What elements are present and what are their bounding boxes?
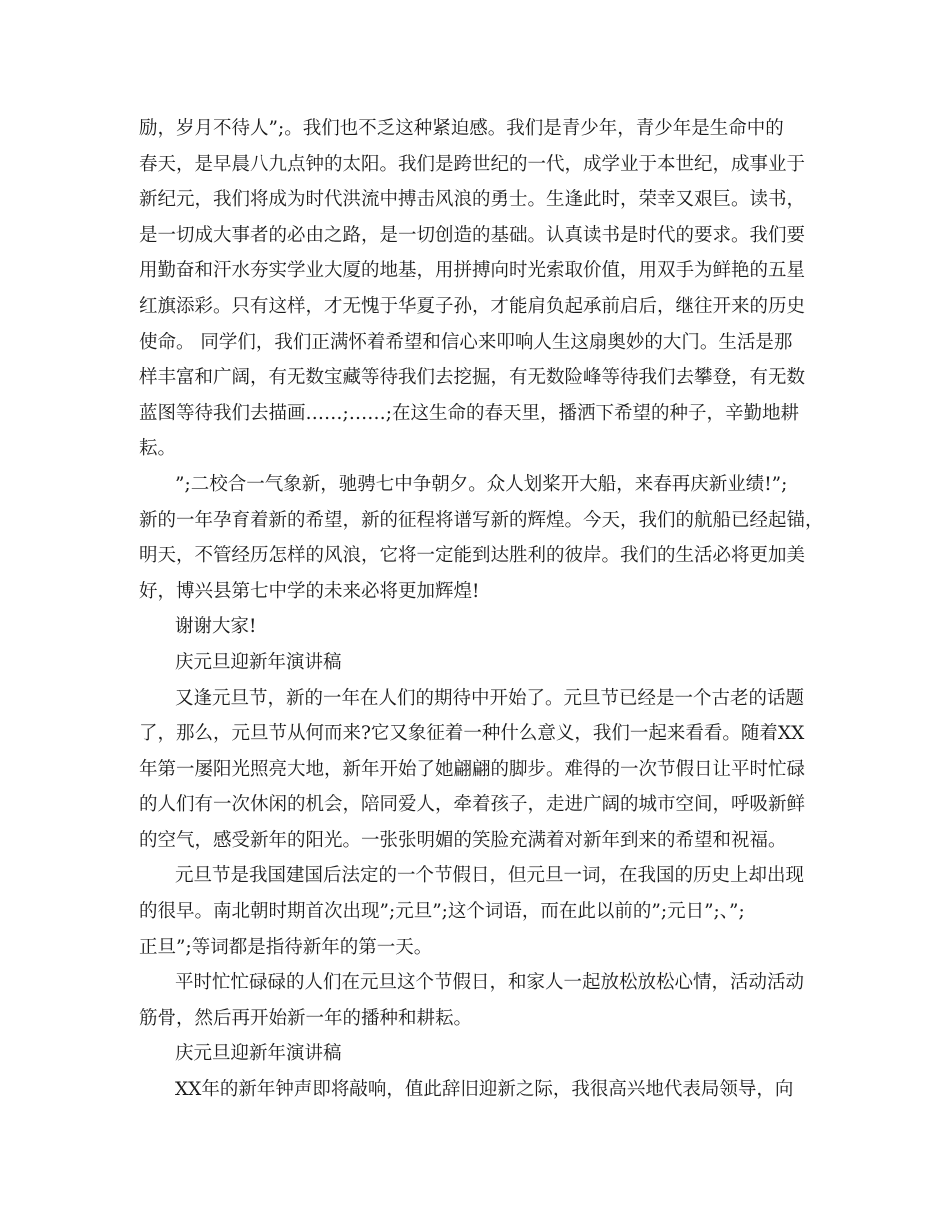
text-line: 庆元旦迎新年演讲稿 [175, 1043, 342, 1065]
text-line: 筋骨，然后再开始新一年的播种和耕耘。 [139, 1007, 473, 1029]
text-line: 耘。 [139, 438, 177, 460]
text-line: 明天，不管经历怎样的风浪，它将一定能到达胜利的彼岸。我们的生活必将更加美 [139, 545, 806, 567]
document-body [139, 111, 829, 1108]
text-line: 谢谢大家! [175, 616, 257, 638]
text-line: 新纪元，我们将成为时代洪流中搏击风浪的勇士。生逢此时，荣幸又艰巨。读书， [139, 189, 806, 211]
text-line: 使命。 同学们，我们正满怀着希望和信心来叩响人生这扇奥妙的大门。生活是那 [139, 331, 793, 353]
text-line: 励，岁月不待人”;。我们也不乏这种紧迫感。我们是青少年，青少年是生命中的 [139, 118, 784, 139]
text-line: 样丰富和广阔，有无数宝藏等待我们去挖掘，有无数险峰等待我们去攀登，有无数 [139, 367, 806, 389]
text-line: 元旦节是我国建国后法定的一个节假日，但元旦一词，在我国的历史上却出现 [175, 865, 805, 887]
text-line: 红旗添彩。只有这样，才无愧于华夏子孙，才能肩负起承前启后，继往开来的历史 [139, 295, 806, 317]
text-line: 了，那么，元旦节从何而来?它又象征着一种什么意义，我们一起来看看。随着XX [139, 723, 805, 745]
text-line: 又逢元旦节，新的一年在人们的期待中开始了。元旦节已经是一个古老的话题 [175, 687, 805, 709]
text-line: ”;二校合一气象新，驰骋七中争朝夕。众人划桨开大船，来春再庆新业绩!”; [175, 473, 788, 495]
text-line: 平时忙忙碌碌的人们在元旦这个节假日，和家人一起放松放松心情，活动活动 [175, 972, 805, 994]
text-line: 年第一屡阳光照亮大地，新年开始了她翩翩的脚步。难得的一次节假日让平时忙碌 [139, 758, 806, 780]
text-line: 蓝图等待我们去描画……;……;在这生命的春天里，播洒下希望的种子，辛勤地耕 [139, 402, 799, 424]
text-line: 用勤奋和汗水夯实学业大厦的地基，用拼搏向时光索取价值，用双手为鲜艳的五星 [139, 260, 806, 282]
text-line: 正旦”;等词都是指待新年的第一天。 [139, 936, 433, 958]
text-line: 的很早。南北朝时期首次出现”;元旦”;这个词语，而在此以前的”;元日”;、”; [139, 901, 745, 923]
text-line: XX年的新年钟声即将敲响，值此辞旧迎新之际，我很高兴地代表局领导，向 [175, 1079, 794, 1101]
text-line: 的空气，感受新年的阳光。一张张明媚的笑脸充满着对新年到来的希望和祝福。 [139, 829, 787, 851]
text-line: 的人们有一次休闲的机会，陪同爱人，牵着孩子，走进广阔的城市空间，呼吸新鲜 [139, 794, 806, 816]
text-line: 春天，是早晨八九点钟的太阳。我们是跨世纪的一代，成学业于本世纪，成事业于 [139, 153, 806, 175]
text-line: 是一切成大事者的必由之路，是一切创造的基础。认真读书是时代的要求。我们要 [139, 224, 806, 246]
text-line: 新的一年孕育着新的希望，新的征程将谱写新的辉煌。今天，我们的航船已经起锚， [139, 509, 824, 531]
text-line: 好，博兴县第七中学的未来必将更加辉煌! [139, 580, 480, 602]
text-line: 庆元旦迎新年演讲稿 [175, 651, 342, 673]
